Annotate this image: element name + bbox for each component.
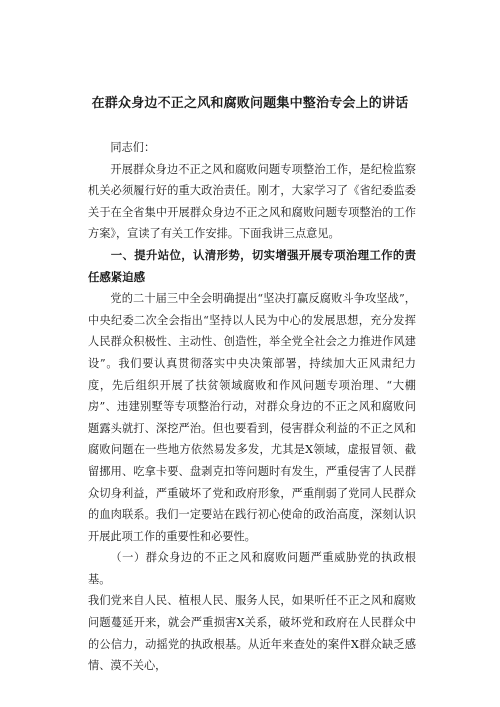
paragraph-subsection1: 我们党来自人民、植根人民、服务人民，如果听任不正之风和腐败问题蔓延开来，就会严重损害X关系，破坏党和政府在人民群众中的公信力，动摇党的执政根基。从近年来查处的案件X群众缺乏感情、漠不关心， <box>88 594 416 673</box>
document-body <box>88 137 416 677</box>
document-title: 在群众身边不正之风和腐败问题集中整治专会上的讲话 <box>91 96 409 111</box>
paragraph-intro: 开展群众身边不正之风和腐败问题专项整治工作，是纪检监察机关必须履行好的重大政治责任。刚才，大家学习了《省纪委监委关于在全省集中开展群众身边不正之风和腐败问题专项整治的工作方案》，宣读了有关工作安排。下面我讲三点意见。 <box>88 162 416 241</box>
subsection-heading-1: （一）群众身边的不正之风和腐败问题严重威胁党的执政根基。 <box>88 551 416 586</box>
paragraph-section1: 党的二十届三中全会明确提出“坚决打赢反腐败斗争攻坚战”，中央纪委二次全会指出“坚持以人民为中心的发展思想，充分发挥人民群众积极性、主动性、创造性，举全党全社会之力推进作风建设”。我们要认真贯彻落实中央决策部署，持续加大正风肃纪力度，先后组织开展了扶贫领域腐败和作风问题专项治理、“大棚房”、违建别墅等专项整治行动，对群众身边的不正之风和腐败问题露头就打、深挖严治。但也要看到，侵害群众利益的不正之风和腐败问题在一些地方依然易发多发，尤其是X领域，虚报冒领、截留挪用、吃拿卡要、盘剥克扣等问题时有发生，严重侵害了人民群众切身利益，严重破坏了党和政府形象，严重削弱了党同人民群众的血肉联系。我们一定要站在践行初心使命的政治高度，深刻认识开展此项工作的重要性和必要性。 <box>88 292 416 543</box>
salutation: 同志们： <box>110 141 156 154</box>
section-heading-1: 一、提升站位，认清形势，切实增强开展专项治理工作的责任感紧迫感 <box>88 247 416 284</box>
